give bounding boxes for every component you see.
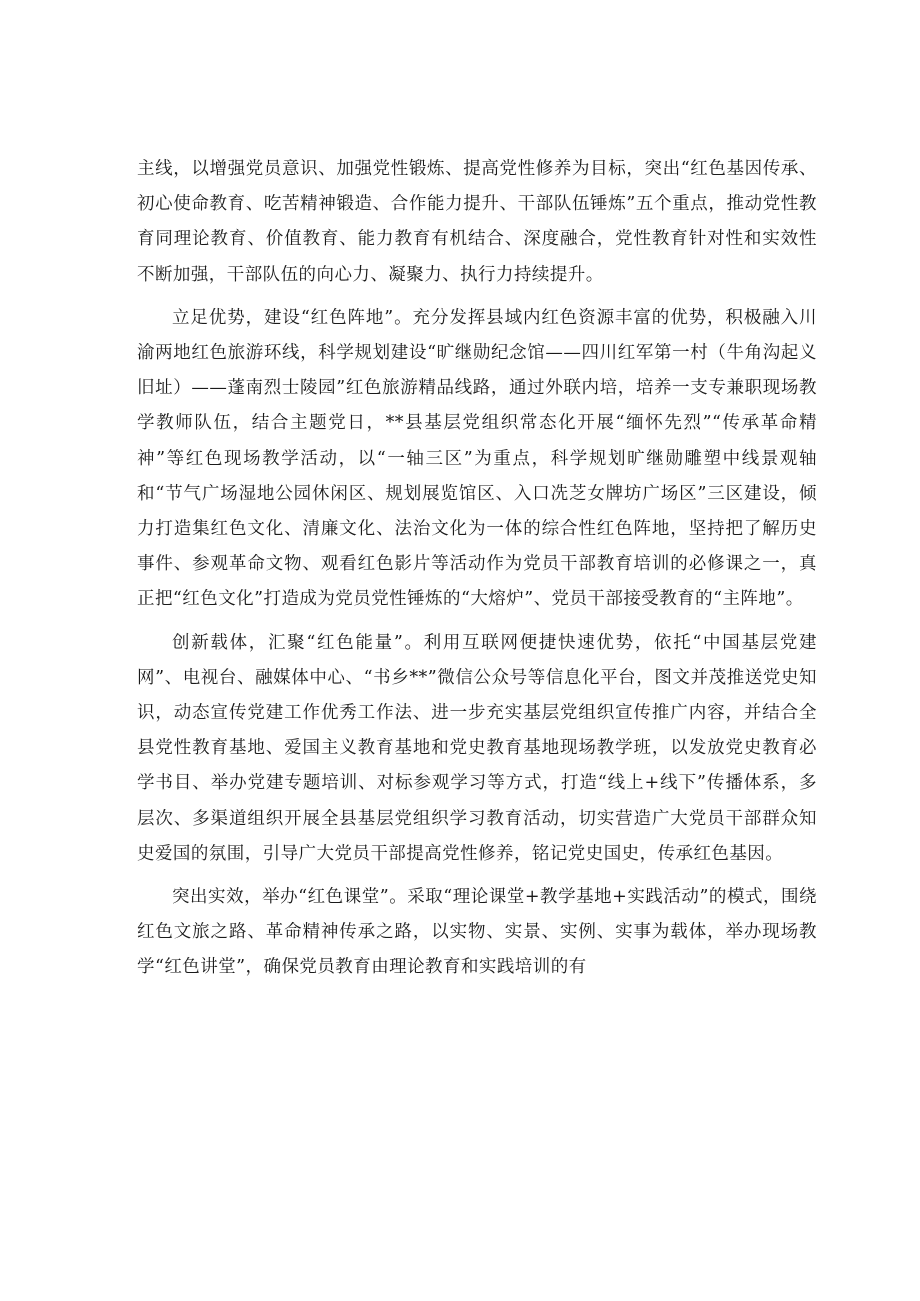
paragraph-2: 立足优势，建设“红色阵地”。充分发挥县域内红色资源丰富的优势，积极融入川渝两地红色旅游环线，科学规划建设“旷继勋纪念馆——四川红军第一村（牛角沟起义旧址）——蓬南烈士陵园”红色旅游精品线路，通过外联内培，培养一支专兼职现场教学教师队伍，结合主题党日，**县基层党组织常态化开展“缅怀先烈”“传承革命精神”等红色现场教学活动，以“一轴三区”为重点，科学规划旷继勋雕塑中线景观轴和“节气广场湿地公园休闲区、规划展览馆区、入口冼芝女牌坊广场区”三区建设，倾力打造集红色文化、清廉文化、法治文化为一体的综合性红色阵地，坚持把了解历史事件、参观革命文物、观看红色影片等活动作为党员干部教育培训的必修课之一，真正把“红色文化”打造成为党员党性锤炼的“大熔炉”、党员干部接受教育的“主阵地”。	[137, 307, 817, 610]
paragraph-1: 主线，以增强党员意识、加强党性锻炼、提高党性修养为目标，突出“红色基因传承、初心使命教育、吃苦精神锻造、合作能力提升、干部队伍锤炼”五个重点，推动党性教育同理论教育、价值教育、能力教育有机结合、深度融合，党性教育针对性和实效性不断加强，干部队伍的向心力、凝聚力、执行力持续提升。	[137, 159, 817, 285]
document-body	[137, 152, 817, 990]
paragraph-4: 突出实效，举办“红色课堂”。采取“理论课堂+教学基地+实践活动”的模式，围绕红色文旅之路、革命精神传承之路，以实物、实景、实例、实事为载体，举办现场教学“红色讲堂”，确保党员教育由理论教育和实践培训的有	[137, 887, 817, 978]
paragraph-3: 创新载体，汇聚“红色能量”。利用互联网便捷快速优势，依托“中国基层党建网”、电视台、融媒体中心、“书乡**”微信公众号等信息化平台，图文并茂推送党史知识，动态宣传党建工作优秀工作法、进一步充实基层党组织宣传推广内容，并结合全县党性教育基地、爱国主义教育基地和党史教育基地现场教学班，以发放党史教育必学书目、举办党建专题培训、对标参观学习等方式，打造“线上+线下”传播体系，多层次、多渠道组织开展全县基层党组织学习教育活动，切实营造广大党员干部群众知史爱国的氛围，引导广大党员干部提高党性修养，铭记党史国史，传承红色基因。	[137, 632, 817, 864]
